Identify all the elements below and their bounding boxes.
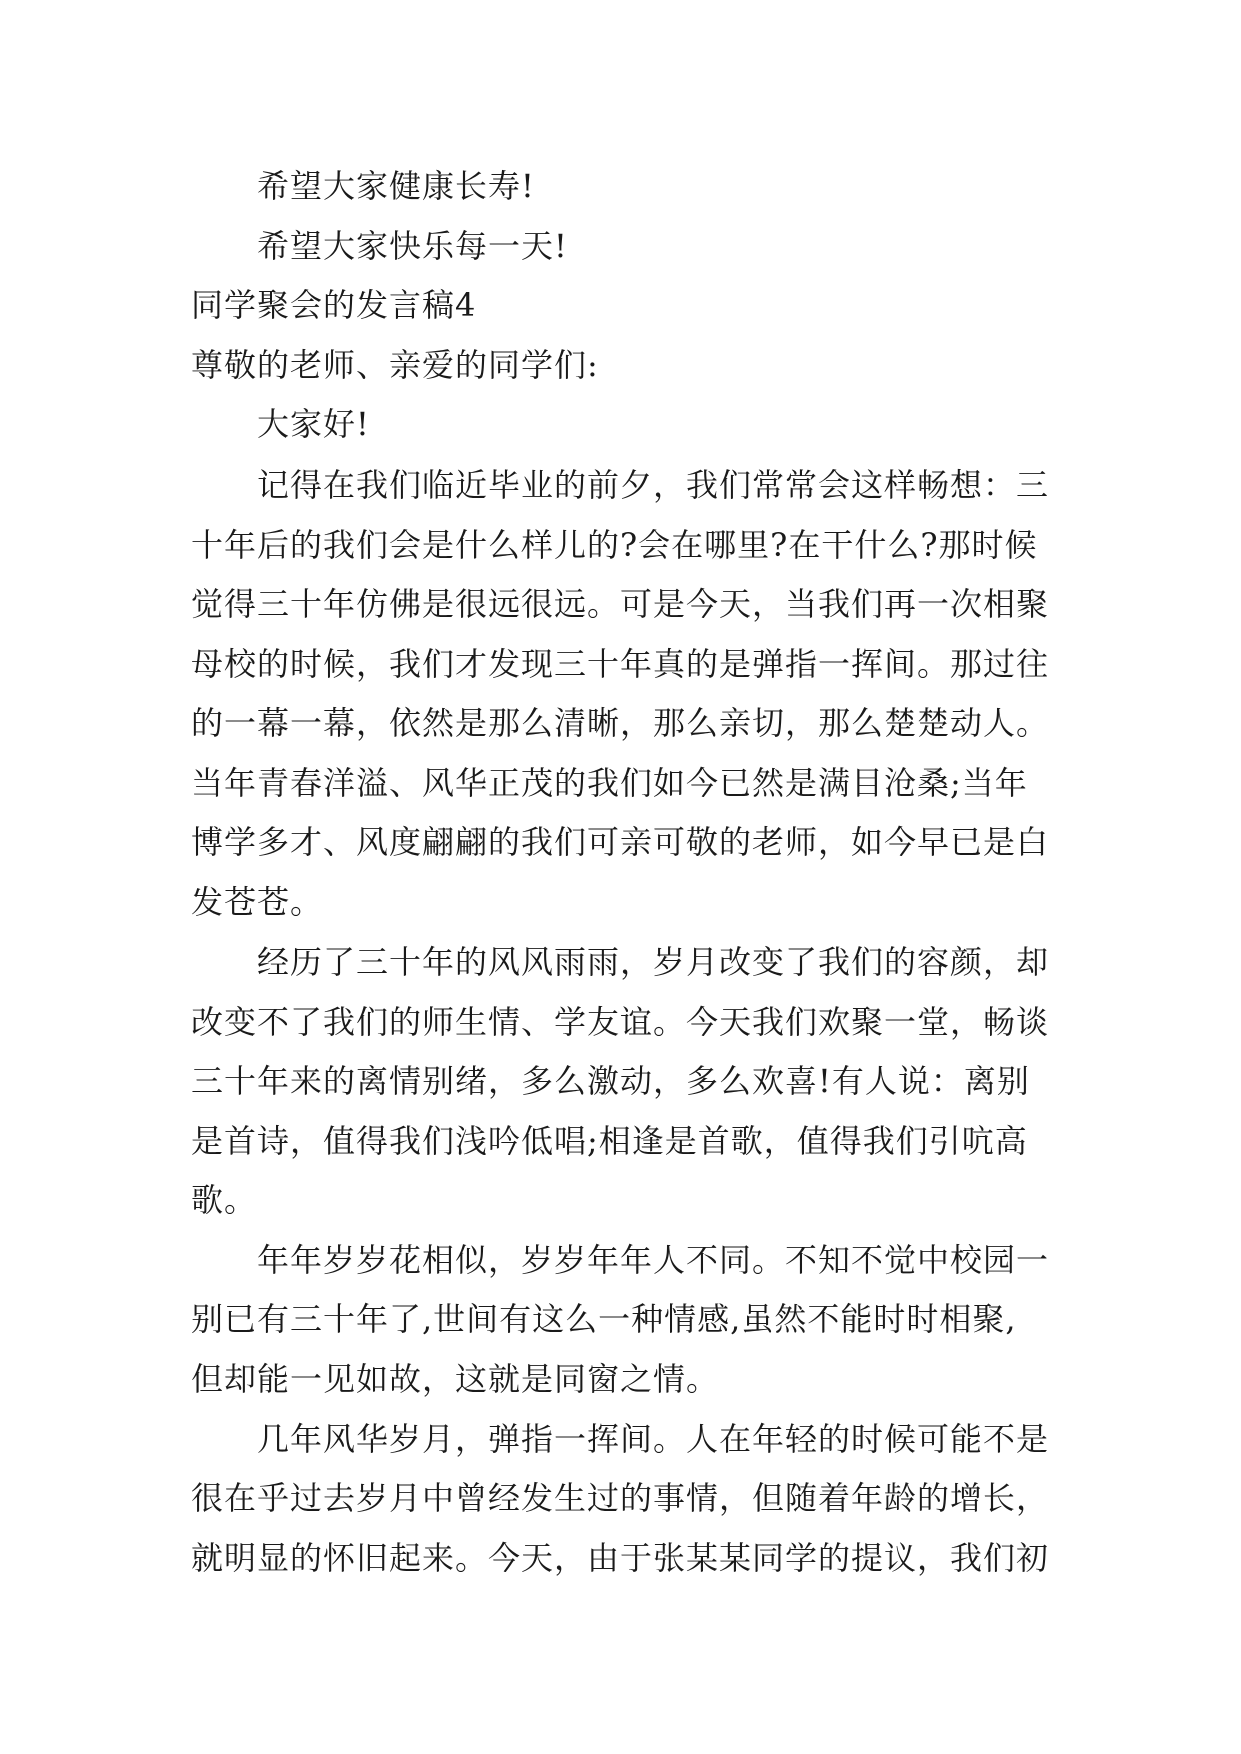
paragraph-line: 别已有三十年了,世间有这么一种情感,虽然不能时时相聚,	[191, 1300, 1017, 1338]
paragraph-line: 歌。	[191, 1181, 258, 1219]
greeting: 大家好!	[257, 405, 370, 443]
paragraph-line: 改变不了我们的师生情、学友谊。今天我们欢聚一堂，畅谈	[191, 1003, 1050, 1041]
paragraph-line: 很在乎过去岁月中曾经发生过的事情，但随着年龄的增长，	[191, 1479, 1050, 1517]
section-heading: 同学聚会的发言稿4	[191, 286, 477, 324]
paragraph-line: 觉得三十年仿佛是很远很远。可是今天，当我们再一次相聚	[191, 585, 1050, 623]
paragraph-line: 年年岁岁花相似，岁岁年年人不同。不知不觉中校园一	[257, 1241, 1050, 1279]
paragraph-line: 三十年来的离情别绪，多么激动，多么欢喜!有人说：离别	[191, 1062, 1030, 1100]
paragraph-line: 十年后的我们会是什么样儿的?会在哪里?在干什么?那时候	[191, 526, 1038, 564]
paragraph-line: 经历了三十年的风风雨雨，岁月改变了我们的容颜，却	[257, 943, 1050, 981]
paragraph-line: 但却能一见如故，这就是同窗之情。	[191, 1360, 720, 1398]
closing-wish-happiness: 希望大家快乐每一天!	[257, 227, 568, 265]
paragraph-line: 记得在我们临近毕业的前夕，我们常常会这样畅想：三	[257, 466, 1050, 504]
paragraph-line: 是首诗，值得我们浅吟低唱;相逢是首歌，值得我们引吭高	[191, 1122, 1028, 1160]
paragraph-line: 母校的时候，我们才发现三十年真的是弹指一挥间。那过往	[191, 645, 1050, 683]
paragraph-line: 当年青春洋溢、风华正茂的我们如今已然是满目沧桑;当年	[191, 764, 1028, 802]
paragraph-line: 就明显的怀旧起来。今天，由于张某某同学的提议，我们初	[191, 1539, 1050, 1577]
paragraph-line: 的一幕一幕，依然是那么清晰，那么亲切，那么楚楚动人。	[191, 704, 1050, 742]
paragraph-line: 博学多才、风度翩翩的我们可亲可敬的老师，如今早已是白	[191, 823, 1050, 861]
salutation: 尊敬的老师、亲爱的同学们:	[191, 346, 599, 384]
closing-wish-health: 希望大家健康长寿!	[257, 167, 535, 205]
paragraph-line: 几年风华岁月，弹指一挥间。人在年轻的时候可能不是	[257, 1420, 1050, 1458]
paragraph-line: 发苍苍。	[191, 883, 324, 921]
